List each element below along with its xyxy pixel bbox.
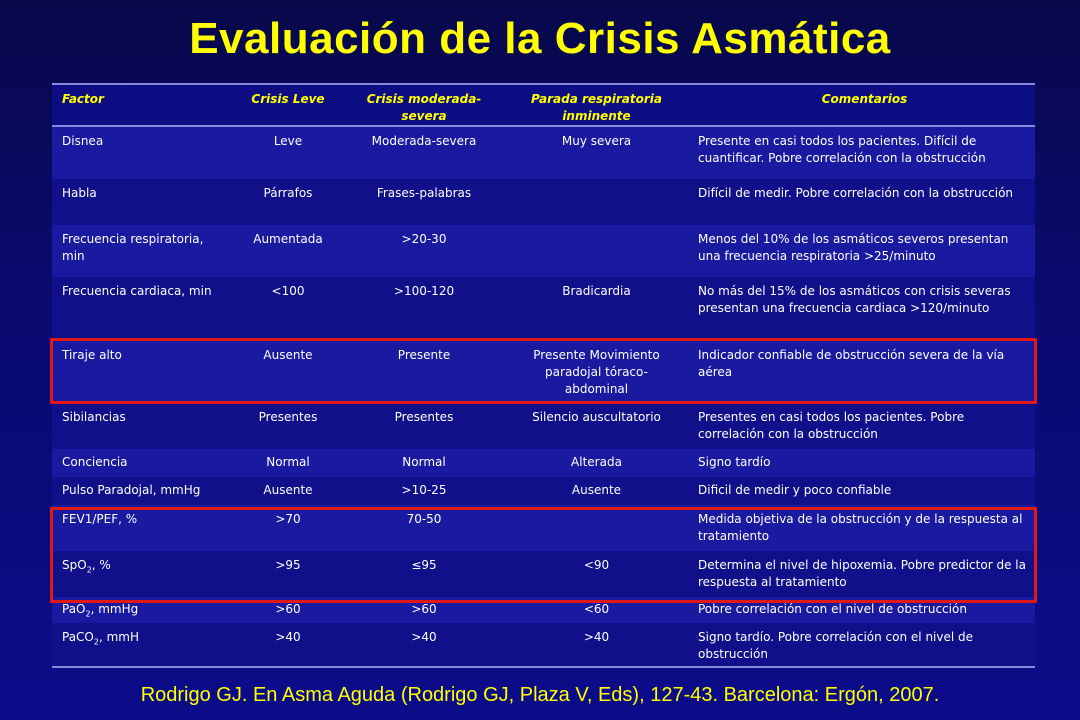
cell-factor: Pulso Paradojal, mmHg [62, 483, 201, 497]
cell-comentario: Indicador confiable de obstrucción severa de la vía aérea [698, 348, 1005, 379]
cell-moderada: >40 [411, 630, 437, 644]
cell-comentario: Signo tardío. Pobre correlación con el nivel de obstrucción [698, 630, 974, 661]
cell-comentario: Dificil de medir y poco confiable [698, 483, 892, 497]
cell-leve: <100 [271, 284, 305, 298]
table-header [52, 83, 1035, 127]
cell-moderada: >10-25 [401, 483, 447, 497]
cell-factor: PaO$_2$, mmHg [62, 602, 139, 619]
table-row [52, 623, 1035, 667]
cell-factor: FEV1/PEF, % [62, 512, 138, 526]
cell-factor: Disnea [62, 134, 104, 148]
highlight-box-fev-spo2 [50, 507, 1037, 603]
header-leve: Crisis Leve [251, 92, 325, 106]
cell-moderada: ≤95 [411, 558, 437, 572]
cell-factor: PaCO$_2$, mmH [62, 630, 139, 647]
table-row [52, 403, 1035, 449]
table-row [52, 449, 1035, 477]
highlight-box-tiraje [50, 338, 1037, 404]
cell-parada: Ausente [571, 483, 622, 497]
cell-leve: Normal [266, 455, 310, 469]
citation: Rodrigo GJ. En Asma Aguda (Rodrigo GJ, Plaza V, Eds), 127-43. Barcelona: Ergón, 2007. [140, 684, 940, 706]
cell-leve: Ausente [263, 483, 313, 497]
table-row [52, 277, 1035, 341]
cell-moderada: Moderada-severa [371, 134, 477, 148]
cell-moderada: 70-50 [406, 512, 442, 526]
cell-moderada: >100-120 [393, 284, 455, 298]
cell-comentario: Difícil de medir. Pobre correlación con la obstrucción [698, 186, 1014, 200]
cell-parada: <90 [583, 558, 610, 572]
cell-factor: Conciencia [62, 455, 128, 469]
cell-factor: Frecuencia cardiaca, min [62, 284, 212, 298]
cell-leve: Párrafos [263, 186, 313, 200]
table-row [52, 477, 1035, 505]
table-row [52, 127, 1035, 179]
cell-parada: <60 [583, 602, 610, 616]
cell-comentario: Menos del 10% de los asmáticos severos presentan una frecuencia respiratoria >25/minuto [698, 232, 1009, 263]
cell-parada: Alterada [571, 455, 622, 469]
cell-moderada: >20-30 [401, 232, 447, 246]
header-comentarios: Comentarios [821, 92, 908, 106]
header-parada: Parada respiratoria inminente [530, 92, 663, 123]
cell-leve: Ausente [263, 348, 313, 362]
table-row [52, 179, 1035, 225]
cell-leve: Aumentada [253, 232, 323, 246]
cell-comentario: No más del 15% de los asmáticos con crisis severas presentan una frecuencia cardiaca >120/minuto [698, 284, 1011, 315]
cell-moderada: Normal [402, 455, 446, 469]
cell-moderada: >60 [411, 602, 437, 616]
cell-leve: >70 [275, 512, 301, 526]
cell-factor: Frecuencia respiratoria, min [62, 232, 204, 263]
cell-parada: Presente Movimiento paradojal tóraco-abdominal [533, 348, 660, 396]
header-moderada: Crisis moderada-severa [366, 92, 482, 123]
cell-parada: Muy severa [561, 134, 632, 148]
cell-leve: >60 [275, 602, 301, 616]
cell-parada: Bradicardia [562, 284, 631, 298]
cell-comentario: Signo tardío [698, 455, 771, 469]
cell-leve: Presentes [258, 410, 318, 424]
cell-comentario: Presentes en casi todos los pacientes. Pobre correlación con la obstrucción [698, 410, 965, 441]
table-bottom-rule [52, 666, 1035, 668]
cell-moderada: Presente [397, 348, 451, 362]
cell-comentario: Medida objetiva de la obstrucción y de la respuesta al tratamiento [698, 512, 1023, 543]
cell-comentario: Determina el nivel de hipoxemia. Pobre predictor de la respuesta al tratamiento [698, 558, 1026, 589]
cell-leve: >95 [275, 558, 301, 572]
cell-factor: SpO$_2$, % [62, 558, 111, 575]
cell-comentario: Presente en casi todos los pacientes. Difícil de cuantificar. Pobre correlación con la obstrucción [698, 134, 986, 165]
header-factor: Factor [62, 92, 104, 106]
cell-comentario: Pobre correlación con el nivel de obstrucción [698, 602, 967, 616]
cell-factor: Sibilancias [62, 410, 126, 424]
cell-factor: Habla [62, 186, 97, 200]
cell-leve: >40 [275, 630, 301, 644]
cell-moderada: Presentes [394, 410, 454, 424]
cell-leve: Leve [273, 134, 303, 148]
table-row [52, 225, 1035, 277]
slide-title: Evaluación de la Crisis Asmática [189, 14, 891, 63]
cell-parada: >40 [583, 630, 610, 644]
cell-moderada: Frases-palabras [376, 186, 472, 200]
cell-parada: Silencio auscultatorio [532, 410, 661, 424]
cell-factor: Tiraje alto [62, 348, 122, 362]
